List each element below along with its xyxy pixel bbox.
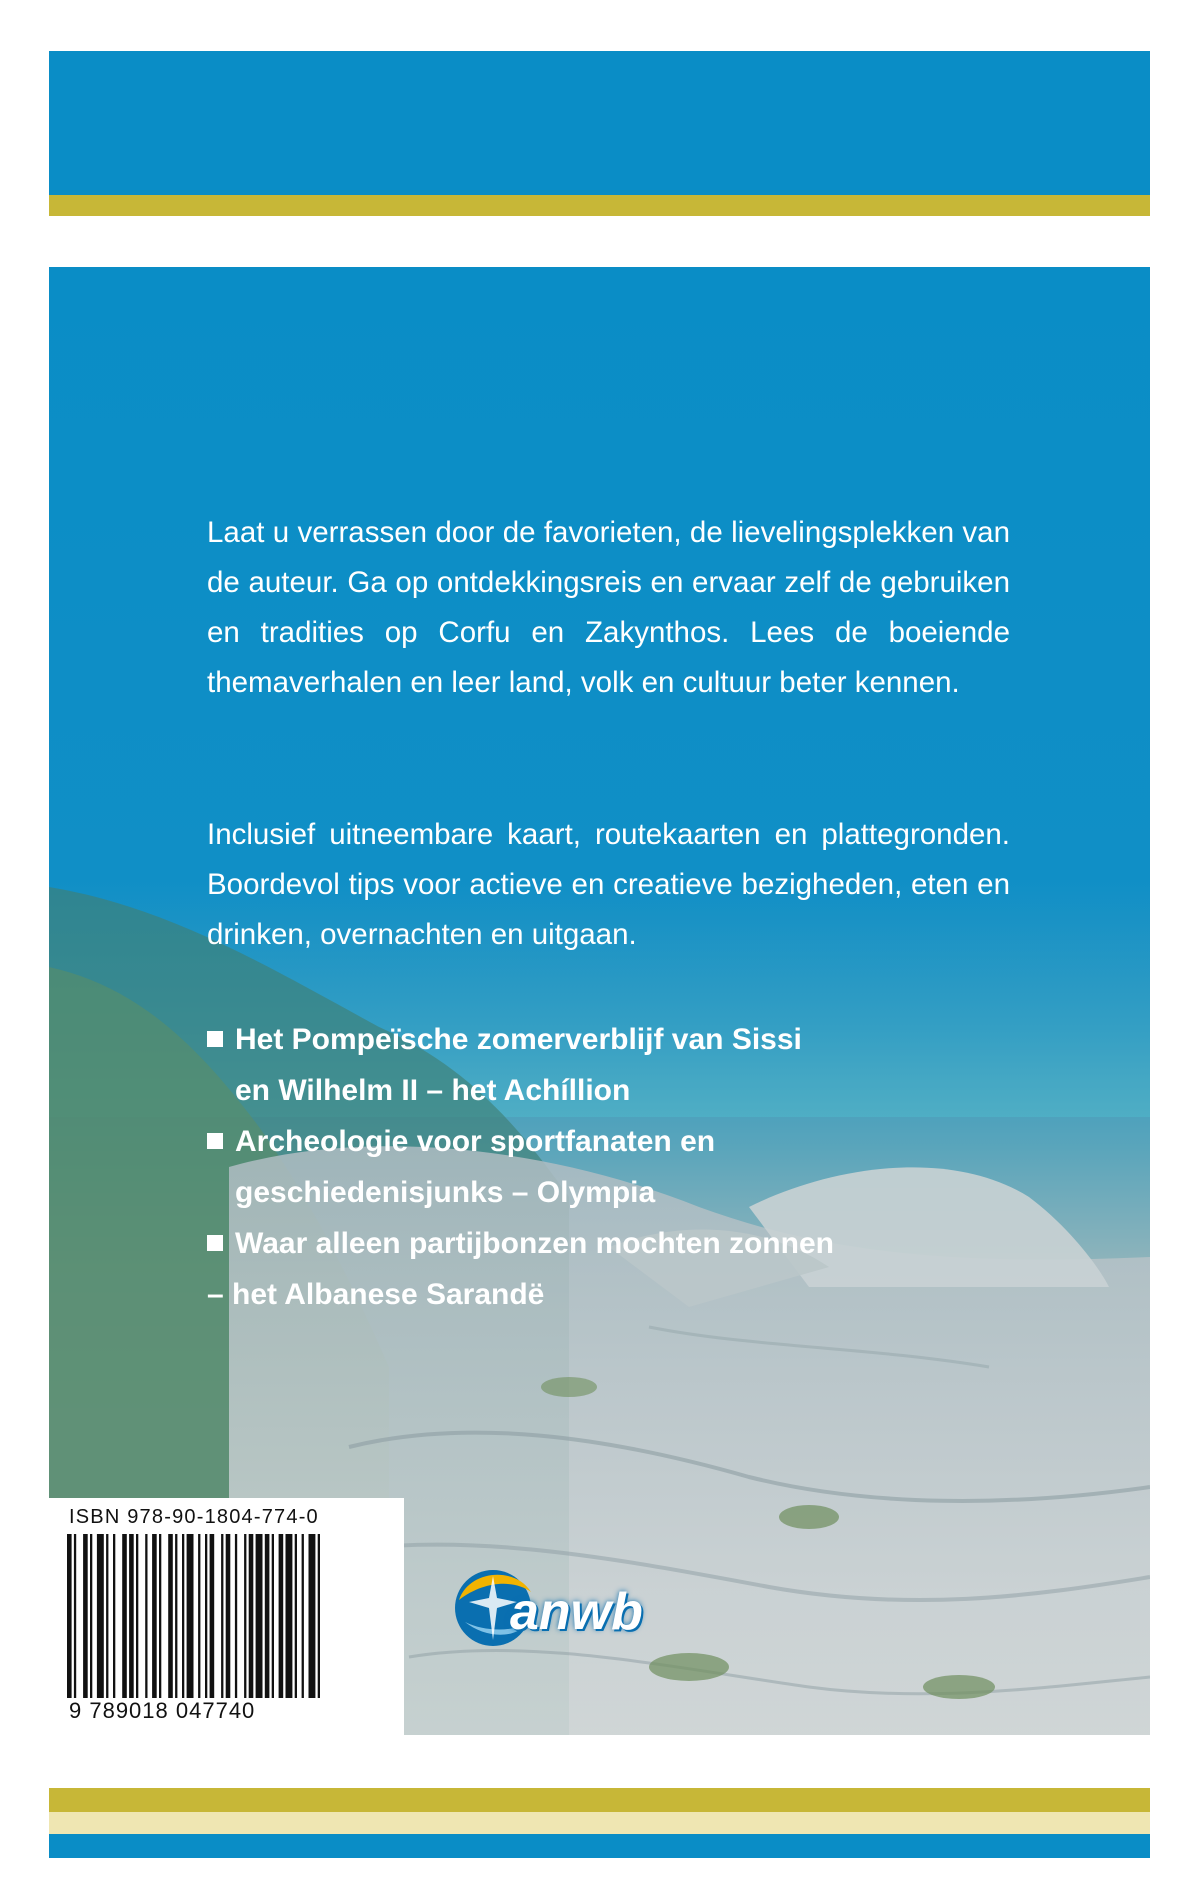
description-paragraph-2: Inclusief uitneembare kaart, routekaarten en plattegronden. Boordevol tips voor actieve en creatieve bezigheden, eten en drinken, overnachten en uitgaan. [207,818,1010,951]
description-paragraph-1: Laat u verrassen door de favorieten, de lievelingsplekken van de auteur. Ga op ontdekkingsreis en ervaar zelf de gebruiken en tradities op Corfu en Zakynthos. Lees de boeiende themaverhalen en leer land, volk en cultuur beter kennen. [207,516,1010,699]
barcode-bars [67,1534,387,1698]
square-bullet-icon [207,1031,223,1047]
bottom-blue-band [49,1834,1150,1858]
highlight-line: Waar alleen partijbonzen mochten zonnen [235,1227,834,1260]
highlight-line: Archeologie voor sportfanaten en [235,1125,716,1158]
highlight-item [207,1014,802,1116]
bottom-gold-stripe [49,1788,1150,1812]
highlight-line: Het Pompeïsche zomerverblijf van Sissi [235,1023,802,1056]
highlight-line: geschiedenisjunks – Olympia [235,1176,656,1209]
square-bullet-icon [207,1133,223,1149]
isbn-digits: 9 789018 047740 [69,1698,256,1723]
highlight-item [207,1116,715,1218]
top-blue-band [49,51,1150,195]
square-bullet-icon [207,1235,223,1251]
isbn-barcode [49,1498,404,1735]
highlight-line: – het Albanese Sarandë [207,1278,545,1311]
top-gold-stripe [49,195,1150,216]
anwb-logo-text: anwb [510,1583,643,1641]
highlight-line: en Wilhelm II – het Achíllion [235,1074,631,1107]
highlight-item [207,1218,834,1320]
isbn-label: ISBN 978-90-1804-774-0 [69,1506,319,1528]
bottom-cream-stripe [49,1812,1150,1834]
